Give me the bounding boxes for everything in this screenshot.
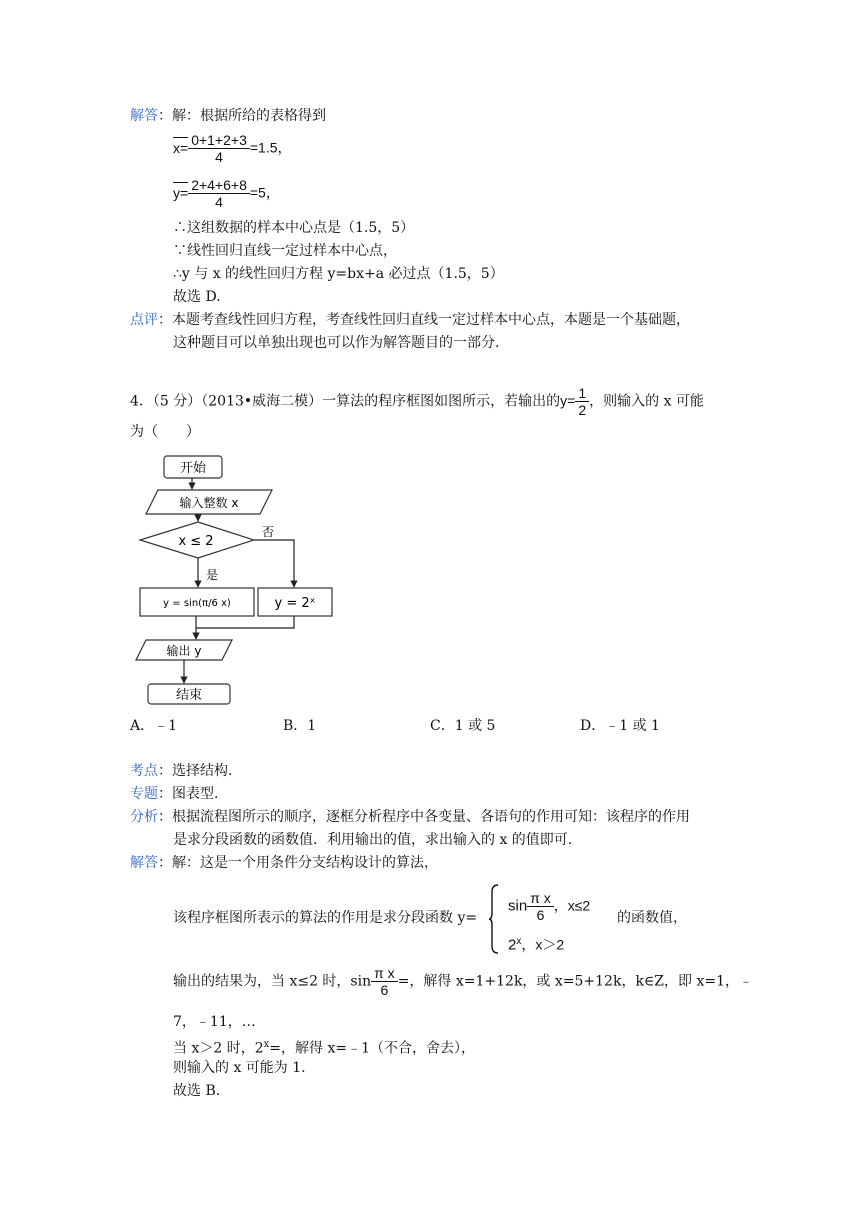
comment-line-2: 这种题目可以单独出现也可以作为解答题目的一部分. [173,335,500,351]
fenxi-line-1 [130,808,690,826]
output-line [173,965,753,998]
xbar-equation [173,132,292,165]
flow-start-label: 开始 [179,461,207,476]
section-label-fenxi: 分析 [130,809,158,825]
flow-no-label: 否 [262,525,275,539]
xbar-lhs: x= [173,139,189,156]
conclusion-line: 则输入的 x 可能为 1. [173,1060,306,1076]
question-4-stem-line2: 为（ ） [130,424,200,440]
solution-line-5: ∵线性回归直线一定过样本中心点， [173,243,397,259]
section-label-zhuanti: 专题 [130,786,158,802]
ybar-lhs: y= [173,184,189,201]
output-fraction [371,965,398,998]
label-colon: ： [158,855,172,871]
ybar-rhs: =5， [249,184,280,201]
case2-cond: ，x＞2 [521,936,565,953]
case1-den: 6 [536,907,545,923]
case1-cond: ，x≤2 [553,897,591,914]
frac-num: 1 [575,385,589,402]
flow-end-label: 结束 [175,688,203,703]
option-b: B．1 [283,718,317,734]
solution-text: 解：根据所给的表格得到 [172,108,326,124]
flow-branch-yes-label: y = sin(π/6 x) [163,598,231,609]
zhuanti-line [130,785,218,803]
option-d: D．﹣1 或 1 [580,718,660,734]
flow-branch-no-label: y = 2ˣ [274,596,316,611]
ybar-equation [173,177,280,210]
case1-fraction [527,890,554,923]
y-equals: y= [560,392,576,409]
case1-fn: sin [508,897,528,915]
question-stem-part2: ，则输入的 x 可能 [589,393,704,410]
case2-line [173,1036,475,1058]
option-a: A．﹣1 [130,718,178,734]
flow-input-label: 输入整数 x [179,496,239,510]
case1-num: π x [527,890,554,907]
xbar-den: 4 [215,149,223,165]
label-colon: ： [158,809,172,825]
output-line-a: 输出的结果为，当 x≤2 时，sin [173,973,372,990]
piecewise-intro: 该程序框图所表示的算法的作用是求分段函数 y= [173,910,478,926]
case2-fn: 2 [508,936,517,954]
piecewise-tail: 的函数值， [617,910,687,926]
label-colon: ： [158,763,172,779]
flowchart [128,452,348,712]
jieda-line-1 [130,854,438,872]
piecewise-case-2 [508,933,564,955]
label-colon: ： [158,312,172,328]
output-den: 6 [380,982,389,998]
option-c: C．1 或 5 [430,718,496,734]
output-num: π x [371,965,398,982]
solution-line-1 [130,107,326,125]
section-label-jieda: 解答 [130,108,158,124]
flow-condition-label: x ≤ 2 [178,534,214,549]
section-label-jieda: 解答 [130,855,158,871]
flow-yes-label: 是 [206,568,219,582]
fenxi-text: 根据流程图所示的顺序，逐框分析程序中各变量、各语句的作用可知：该程序的作用 [172,809,690,825]
comment-line-1 [130,311,690,329]
piecewise-brace [489,884,499,954]
frac-den: 2 [578,402,587,418]
zhuanti-text: 图表型. [172,786,219,802]
xbar-num: 0+1+2+3 [188,132,250,149]
section-label-dianping: 点评 [130,312,158,328]
solution-line-7: 故选 D. [173,289,221,305]
case2-a: 当 x＞2 时，2 [173,1040,264,1057]
y-fraction [575,385,589,418]
solution-line-4: ∴这组数据的样本中心点是（1.5，5） [173,220,415,236]
ybar-fraction [188,177,250,210]
solution-line-6: ∴y 与 x 的线性回归方程 y=bx+a 必过点（1.5，5） [173,266,504,282]
case2-b: =，解得 x=﹣1（不合，舍去）， [269,1040,475,1057]
section-label-kaodian: 考点 [130,763,158,779]
ybar-num: 2+4+6+8 [188,177,250,194]
comment-text: 本题考查线性回归方程，考查线性回归直线一定过样本中心点，本题是一个基础题， [172,312,690,328]
case2-line-sup: x [263,1039,270,1050]
label-colon: ： [158,786,172,802]
question-4-stem [130,385,704,418]
kaodian-text: 选择结构. [172,763,233,779]
output-line-2: 7，﹣11，… [173,1014,256,1030]
ybar-den: 4 [215,194,223,210]
kaodian-line [130,762,232,780]
label-colon: ： [158,108,172,124]
xbar-fraction [188,132,250,165]
answer-line: 故选 B. [173,1083,221,1099]
case2-sup: x [516,936,522,947]
piecewise-case-1 [508,890,590,923]
output-line-b: =，解得 x=1+12k，或 x=5+12k，k∈Z，即 x=1，﹣ [397,973,753,990]
flow-output-label: 输出 y [166,644,202,658]
jieda-text: 解：这是一个用条件分支结构设计的算法， [172,855,438,871]
fenxi-line-2: 是求分段函数的函数值．利用输出的值，求出输入的 x 的值即可. [173,832,573,848]
question-stem-part1: 4．（5 分）（2013•威海二模）一算法的程序框图如图所示，若输出的 [130,393,561,410]
xbar-rhs: =1.5， [249,139,292,156]
